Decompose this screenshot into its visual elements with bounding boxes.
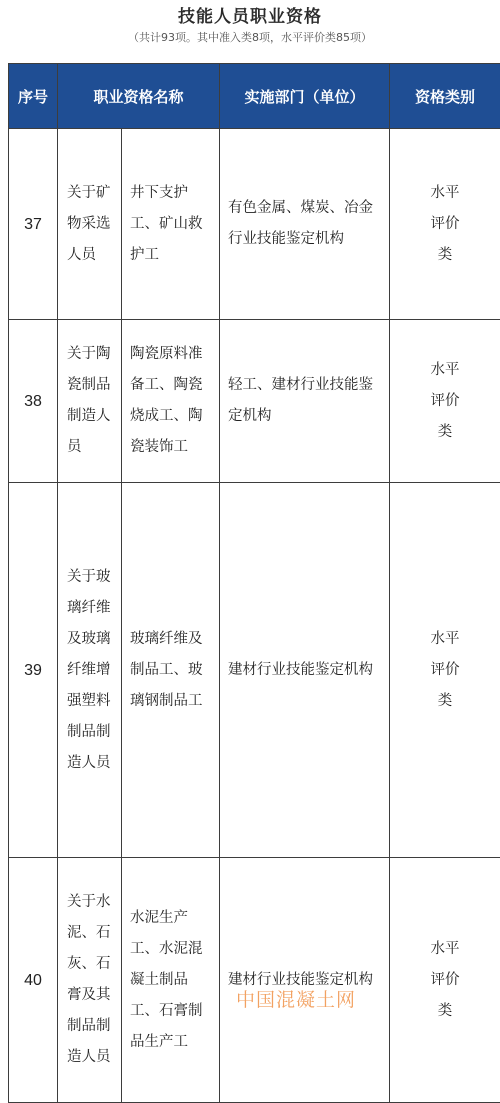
- row-department-text: 建材行业技能鉴定机构: [228, 655, 379, 686]
- watermark: 中国混凝土网: [236, 985, 356, 1012]
- row-occupations: [122, 320, 220, 483]
- row-qualification-name: [58, 129, 122, 320]
- table-row: [9, 483, 500, 858]
- column-header-seq: 序号: [9, 64, 58, 129]
- row-department-text: 建材行业技能鉴定机构: [228, 965, 379, 996]
- row-category-text: 水平评价类: [429, 178, 461, 271]
- row-occupations-text: 井下支护工、矿山救护工: [130, 178, 215, 271]
- row-department: [220, 483, 390, 858]
- page-subtitle: （共计93项。其中准入类8项，水平评价类85项）: [0, 29, 500, 45]
- row-department: [220, 858, 390, 1103]
- column-header-category: 资格类别: [390, 64, 500, 129]
- row-occupations-text: 玻璃纤维及制品工、玻璃钢制品工: [130, 624, 215, 717]
- row-category-text: 水平评价类: [429, 934, 461, 1027]
- column-header-qualification-name: 职业资格名称: [58, 64, 220, 129]
- row-category-text: 水平评价类: [429, 624, 461, 717]
- column-header-department: 实施部门（单位）: [220, 64, 390, 129]
- table-row: [9, 320, 500, 483]
- row-category: [390, 483, 500, 858]
- row-qualification-name-text: 关于矿物采选人员: [67, 178, 117, 271]
- row-category: [390, 320, 500, 483]
- row-department-text: 有色金属、煤炭、冶金行业技能鉴定机构: [228, 193, 379, 255]
- row-qualification-name: [58, 483, 122, 858]
- row-qualification-name-text: 关于陶瓷制品制造人员: [67, 339, 117, 463]
- qualification-table: [8, 63, 500, 1103]
- row-occupations: [122, 129, 220, 320]
- row-category-text: 水平评价类: [429, 355, 461, 448]
- row-qualification-name: [58, 320, 122, 483]
- row-seq: 38: [9, 320, 58, 483]
- row-department: [220, 129, 390, 320]
- row-qualification-name: [58, 858, 122, 1103]
- row-department: [220, 320, 390, 483]
- row-occupations: [122, 483, 220, 858]
- row-category: [390, 858, 500, 1103]
- page-title: 技能人员职业资格: [0, 2, 500, 27]
- row-qualification-name-text: 关于玻璃纤维及玻璃纤维增强塑料制品制造人员: [67, 562, 117, 779]
- row-department-text: 轻工、建材行业技能鉴定机构: [228, 370, 379, 432]
- row-occupations: [122, 858, 220, 1103]
- row-qualification-name-text: 关于水泥、石灰、石膏及其制品制造人员: [67, 887, 117, 1073]
- table-row: [9, 129, 500, 320]
- table-header-row: [9, 64, 500, 129]
- row-occupations-text: 陶瓷原料准备工、陶瓷烧成工、陶瓷装饰工: [130, 339, 215, 463]
- table-row: [9, 858, 500, 1103]
- row-seq: 40: [9, 858, 58, 1103]
- row-occupations-text: 水泥生产工、水泥混凝土制品工、石膏制品生产工: [130, 903, 215, 1058]
- row-category: [390, 129, 500, 320]
- row-seq: 37: [9, 129, 58, 320]
- row-seq: 39: [9, 483, 58, 858]
